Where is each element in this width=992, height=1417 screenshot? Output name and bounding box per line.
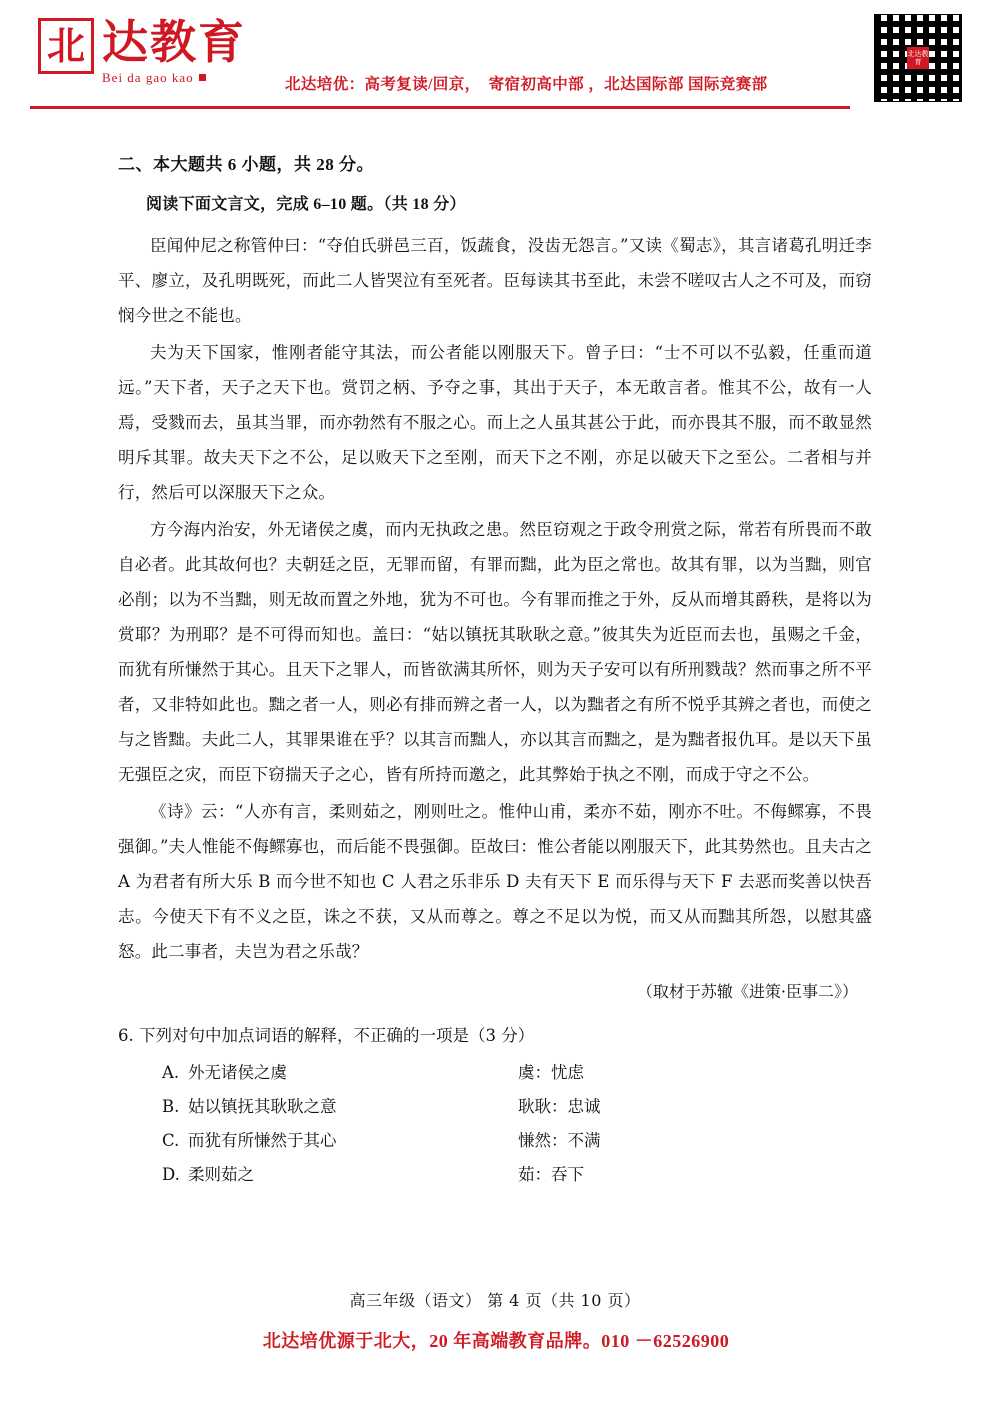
option-text: 而犹有所慊然于其心 (188, 1131, 337, 1150)
option-label: A. (162, 1063, 180, 1082)
question-stem (118, 1020, 872, 1052)
qr-center-label: 北达教育 (907, 47, 929, 69)
logo-subtitle (102, 70, 246, 86)
option-label: C. (162, 1131, 180, 1150)
logo-title: 达教育 (102, 15, 246, 69)
option-gloss: 虞：忧虑 (518, 1063, 584, 1082)
passage-source: （取材于苏辙《进策·臣事二》） (636, 982, 858, 1001)
passage-paragraph: 方今海内治安，外无诸侯之虞，而内无执政之患。然臣窃观之于政令刑赏之际，常若有所畏而不敢自必者。此其故何也？夫朝廷之臣，无罪而留，有罪而黜，此为臣之常也。故其有罪，以为当黜，则官必削；以为不当黜，则无故而置之外地，犹为不可也。今有罪而推之于外，反从而增其爵秩，是将以为赏耶？为刑耶？是不可得而知也。盖曰：“姑以镇抚其耿耿之意。”彼其失为近臣而去也，虽赐之千金，而犹有所慊然于其心。且天下之罪人，而皆欲满其所怀，则为天子安可以有所刑戮哉？然而事之所不平者，又非特如此也。黜之者一人，则必有排而辨之者一人，以为黜者之有所不悦乎其辨之者也，而使之与之皆黜。夫此二人，其罪果谁在乎？以其言而黜人，亦以其言而黜之，是为黜者报仇耳。是以天下虽无强臣之灾，而臣下窃揣天子之心，皆有所持而邀之，此其弊始于执之不刚，而成于守之不公。 (118, 520, 872, 784)
logo-subtitle-text: Bei da gao kao (102, 70, 194, 85)
section-title: 二、本大题共 6 小题，共 28 分。 (118, 155, 374, 174)
bottom-banner-part2: 20 年高端教育品牌。 (429, 1331, 602, 1351)
question-text: 下列对句中加点词语的解释，不正确的一项是（3 分） (139, 1026, 535, 1045)
logo-seal-icon: 北 (38, 18, 94, 74)
passage-paragraph: 臣闻仲尼之称管仲曰：“夺伯氏骈邑三百，饭蔬食，没齿无怨言。”又读《蜀志》，其言诸葛孔明迁李平、廖立，及孔明既死，而此二人皆哭泣有至死者。臣每读其书至此，未尝不嗟叹古人之不可及，而窃悯今世之不能也。 (118, 236, 872, 325)
bottom-banner (0, 1327, 992, 1353)
question-number: 6. (118, 1026, 134, 1045)
bottom-banner-part1: 北达培优源于北大， (262, 1331, 430, 1351)
brand-logo (38, 15, 246, 86)
option-text: 柔则茹之 (188, 1165, 254, 1184)
option-row[interactable] (162, 1124, 872, 1158)
page-header (0, 0, 992, 120)
logo-text (102, 15, 246, 86)
option-gloss: 茹：吞下 (518, 1165, 584, 1184)
passage-paragraph: 《诗》云：“人亦有言，柔则茹之，刚则吐之。惟仲山甫，柔亦不茹，刚亦不吐。不侮鳏寡，不畏强御。”夫人惟能不侮鳏寡也，而后能不畏强御。臣故曰：惟公者能以刚服天下，此其势然也。且夫古之 A 为君者有所大乐 B 而今世不知也 C 人君之乐非乐 D 夫有天下 E 而乐得与天下 F 去恶而奖善以快吾志。今使天下有不义之臣，诛之不获，又从而尊之。尊之不足以为悦，而又从而黜其所怨，以慰其盛怒。此二事者，夫岂为君之乐哉？ (118, 802, 872, 961)
document-body (0, 150, 992, 1311)
option-label: B. (162, 1097, 180, 1116)
passage-paragraph: 夫为天下国家，惟刚者能守其法，而公者能以刚服天下。曾子曰：“士不可以不弘毅，任重而道远。”天下者，天子之天下也。赏罚之柄、予夺之事，其出于天子，本无敢言者。惟其不公，故有一人焉，受戮而去，虽其当罪，而亦勃然有不服之心。而上之人虽其甚公于此，而亦畏其不服，而不敢显然明斥其罪。故夫天下之不公，足以败天下之至刚，而天下之不刚，亦足以破天下之至公。二者相与并行，然后可以深服天下之众。 (118, 343, 872, 502)
logo-square-icon (199, 74, 206, 81)
passage (118, 228, 872, 969)
option-text: 姑以镇抚其耿耿之意 (188, 1097, 337, 1116)
header-divider (30, 106, 850, 109)
question-options (162, 1056, 872, 1192)
bottom-banner-phone: 010 －62526900 (601, 1331, 730, 1351)
option-row[interactable] (162, 1090, 872, 1124)
option-row[interactable] (162, 1056, 872, 1090)
option-text: 外无诸侯之虞 (188, 1063, 287, 1082)
option-gloss: 慊然：不满 (518, 1131, 601, 1150)
option-gloss: 耿耿：忠诚 (518, 1097, 601, 1116)
header-banner-text: 北达培优：高考复读/回京， 寄宿初高中部 ，北达国际部 国际竞赛部 (285, 76, 768, 93)
option-row[interactable] (162, 1158, 872, 1192)
qr-code-icon (874, 14, 962, 102)
reading-instruction: 阅读下面文言文，完成 6–10 题。（共 18 分） (146, 196, 466, 213)
option-label: D. (162, 1165, 180, 1184)
page-footer: 高三年级（语文） 第 4 页（共 10 页） (349, 1291, 641, 1310)
